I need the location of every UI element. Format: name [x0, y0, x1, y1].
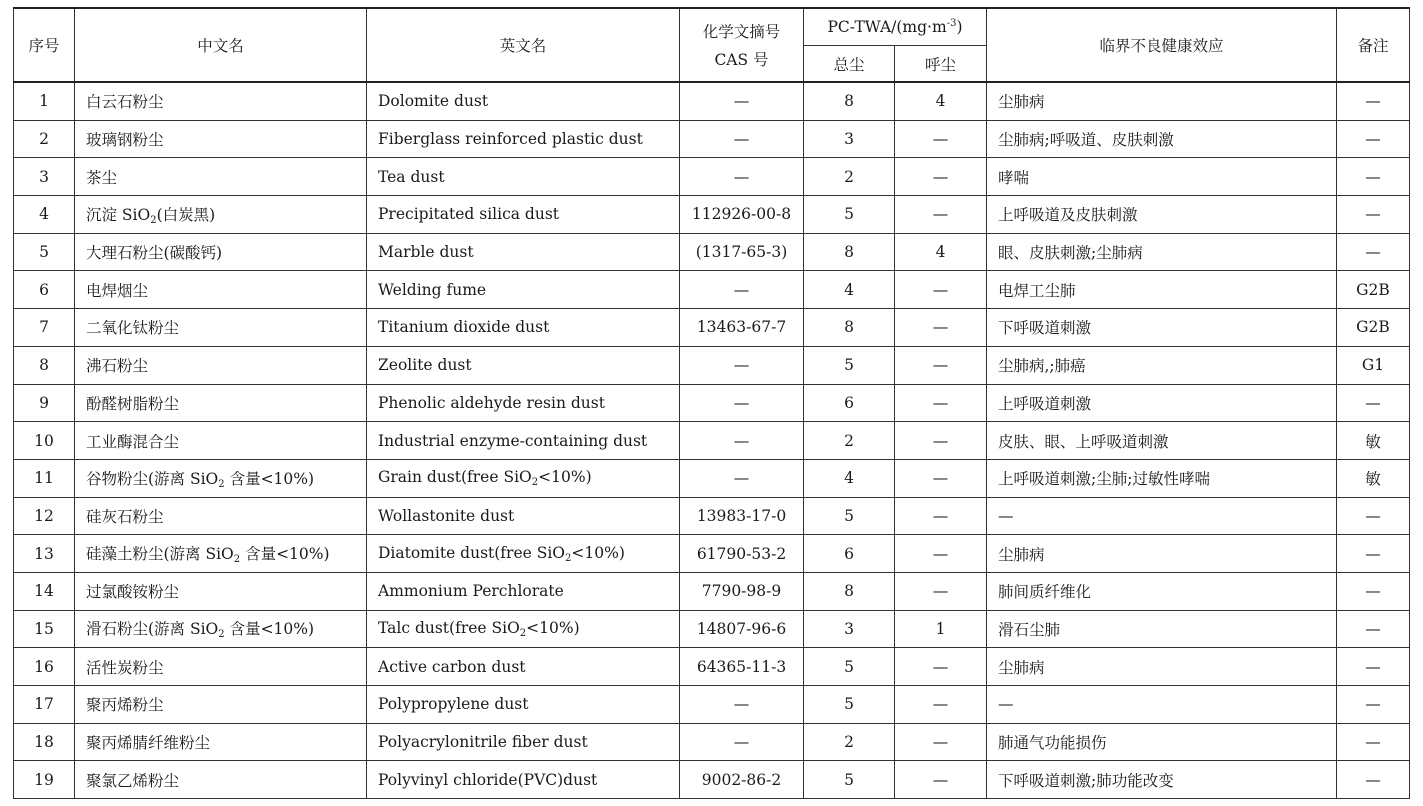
cell-english-name: Polyvinyl chloride(PVC)dust: [367, 761, 680, 799]
cell-note: G2B: [1337, 309, 1410, 347]
table-row: [14, 422, 1410, 460]
cell-english-name: Active carbon dust: [367, 648, 680, 686]
cell-total-dust: 5: [804, 196, 895, 234]
table-row: [14, 158, 1410, 196]
cell-chinese-name: 过氯酸铵粉尘: [75, 572, 367, 610]
header-pctwa: $PC-TWA/(mg\cdot m^{-3})$: [804, 8, 987, 46]
cell-seq: 18: [14, 723, 75, 761]
cell-english-name: Diatomite dust(free SiO2<10%): [367, 535, 680, 573]
table-row: [14, 610, 1410, 648]
cell-note: —: [1337, 82, 1410, 120]
table-header: [14, 8, 1410, 82]
cell-english-name: Phenolic aldehyde resin dust: [367, 384, 680, 422]
cell-cas-number: —: [680, 271, 804, 309]
cell-cas-number: —: [680, 120, 804, 158]
cell-respirable-dust: —: [895, 761, 987, 799]
cell-note: —: [1337, 384, 1410, 422]
cell-cas-number: 14807-96-6: [680, 610, 804, 648]
cell-seq: 19: [14, 761, 75, 799]
cell-chinese-name: 茶尘: [75, 158, 367, 196]
cell-respirable-dust: —: [895, 459, 987, 497]
header-cas-line1: 化学文摘号: [702, 23, 781, 41]
cell-chinese-name: 活性炭粉尘: [75, 648, 367, 686]
header-seq: 序号: [14, 8, 75, 82]
cell-respirable-dust: —: [895, 648, 987, 686]
cell-seq: 16: [14, 648, 75, 686]
cell-note: 敏: [1337, 459, 1410, 497]
cell-seq: 8: [14, 346, 75, 384]
cell-seq: 1: [14, 82, 75, 120]
cell-total-dust: 8: [804, 309, 895, 347]
cell-critical-effect: 下呼吸道刺激;肺功能改变: [987, 761, 1337, 799]
cell-critical-effect: 尘肺病: [987, 82, 1337, 120]
cell-seq: 13: [14, 535, 75, 573]
cell-note: —: [1337, 497, 1410, 535]
cell-cas-number: 9002-86-2: [680, 761, 804, 799]
table-row: [14, 535, 1410, 573]
cell-respirable-dust: —: [895, 346, 987, 384]
cell-english-name: Tea dust: [367, 158, 680, 196]
cell-chinese-name: 滑石粉尘(游离 SiO2 含量<10%): [75, 610, 367, 648]
table-row: [14, 346, 1410, 384]
cell-respirable-dust: —: [895, 120, 987, 158]
cell-critical-effect: —: [987, 686, 1337, 724]
cell-respirable-dust: 4: [895, 82, 987, 120]
cell-cas-number: 13463-67-7: [680, 309, 804, 347]
header-respirable-dust: 呼尘: [895, 46, 987, 83]
table-row: [14, 761, 1410, 799]
cell-total-dust: 4: [804, 271, 895, 309]
header-chinese-name: 中文名: [75, 8, 367, 82]
cell-respirable-dust: —: [895, 196, 987, 234]
cell-critical-effect: 眼、皮肤刺激;尘肺病: [987, 233, 1337, 271]
cell-cas-number: —: [680, 82, 804, 120]
cell-note: —: [1337, 196, 1410, 234]
cell-seq: 5: [14, 233, 75, 271]
cell-english-name: Precipitated silica dust: [367, 196, 680, 234]
table-row: [14, 723, 1410, 761]
cell-seq: 7: [14, 309, 75, 347]
cell-chinese-name: 聚丙烯腈纤维粉尘: [75, 723, 367, 761]
cell-chinese-name: 硅藻土粉尘(游离 SiO2 含量<10%): [75, 535, 367, 573]
cell-total-dust: 3: [804, 120, 895, 158]
cell-cas-number: —: [680, 459, 804, 497]
header-note: 备注: [1337, 8, 1410, 82]
cell-critical-effect: 滑石尘肺: [987, 610, 1337, 648]
cell-chinese-name: 谷物粉尘(游离 SiO2 含量<10%): [75, 459, 367, 497]
cell-respirable-dust: —: [895, 572, 987, 610]
header-cas-number: [680, 8, 804, 82]
cell-total-dust: 8: [804, 233, 895, 271]
cell-respirable-dust: —: [895, 384, 987, 422]
cell-chinese-name: 大理石粉尘(碳酸钙): [75, 233, 367, 271]
table-row: [14, 686, 1410, 724]
header-english-name: 英文名: [367, 8, 680, 82]
cell-note: G2B: [1337, 271, 1410, 309]
table-row: [14, 459, 1410, 497]
cell-note: —: [1337, 648, 1410, 686]
cell-seq: 12: [14, 497, 75, 535]
cell-seq: 2: [14, 120, 75, 158]
cell-cas-number: 7790-98-9: [680, 572, 804, 610]
cell-cas-number: 61790-53-2: [680, 535, 804, 573]
cell-note: —: [1337, 233, 1410, 271]
cell-english-name: Ammonium Perchlorate: [367, 572, 680, 610]
cell-respirable-dust: —: [895, 686, 987, 724]
cell-critical-effect: 上呼吸道刺激: [987, 384, 1337, 422]
cell-respirable-dust: —: [895, 422, 987, 460]
cell-english-name: Marble dust: [367, 233, 680, 271]
cell-critical-effect: —: [987, 497, 1337, 535]
dust-exposure-limits-table: [13, 7, 1410, 799]
table-body: [14, 82, 1410, 799]
cell-note: 敏: [1337, 422, 1410, 460]
table-row: [14, 196, 1410, 234]
cell-seq: 11: [14, 459, 75, 497]
cell-total-dust: 3: [804, 610, 895, 648]
cell-note: —: [1337, 535, 1410, 573]
cell-cas-number: —: [680, 158, 804, 196]
cell-total-dust: 6: [804, 384, 895, 422]
cell-total-dust: 5: [804, 497, 895, 535]
table-row: [14, 120, 1410, 158]
cell-seq: 10: [14, 422, 75, 460]
cell-total-dust: 2: [804, 158, 895, 196]
cell-chinese-name: 硅灰石粉尘: [75, 497, 367, 535]
cell-total-dust: 5: [804, 648, 895, 686]
cell-seq: 17: [14, 686, 75, 724]
cell-cas-number: —: [680, 384, 804, 422]
cell-seq: 9: [14, 384, 75, 422]
cell-respirable-dust: 4: [895, 233, 987, 271]
cell-total-dust: 4: [804, 459, 895, 497]
table-row: [14, 82, 1410, 120]
cell-chinese-name: 工业酶混合尘: [75, 422, 367, 460]
cell-english-name: Zeolite dust: [367, 346, 680, 384]
cell-total-dust: 5: [804, 686, 895, 724]
cell-english-name: Polyacrylonitrile fiber dust: [367, 723, 680, 761]
cell-chinese-name: 沸石粉尘: [75, 346, 367, 384]
cell-critical-effect: 电焊工尘肺: [987, 271, 1337, 309]
cell-english-name: Grain dust(free SiO2<10%): [367, 459, 680, 497]
cell-note: —: [1337, 120, 1410, 158]
cell-total-dust: 2: [804, 723, 895, 761]
cell-cas-number: 13983-17-0: [680, 497, 804, 535]
cell-critical-effect: 尘肺病: [987, 648, 1337, 686]
cell-total-dust: 8: [804, 572, 895, 610]
cell-english-name: Wollastonite dust: [367, 497, 680, 535]
cell-english-name: Polypropylene dust: [367, 686, 680, 724]
cell-total-dust: 5: [804, 761, 895, 799]
cell-chinese-name: 电焊烟尘: [75, 271, 367, 309]
table-row: [14, 648, 1410, 686]
cell-seq: 15: [14, 610, 75, 648]
cell-english-name: Fiberglass reinforced plastic dust: [367, 120, 680, 158]
cell-critical-effect: 皮肤、眼、上呼吸道刺激: [987, 422, 1337, 460]
cell-note: —: [1337, 158, 1410, 196]
cell-english-name: Industrial enzyme-containing dust: [367, 422, 680, 460]
cell-respirable-dust: —: [895, 271, 987, 309]
cell-respirable-dust: —: [895, 497, 987, 535]
table-row: [14, 572, 1410, 610]
table-row: [14, 384, 1410, 422]
cell-critical-effect: 上呼吸道及皮肤刺激: [987, 196, 1337, 234]
header-critical-effect: 临界不良健康效应: [987, 8, 1337, 82]
cell-note: G1: [1337, 346, 1410, 384]
header-total-dust: 总尘: [804, 46, 895, 83]
cell-critical-effect: 上呼吸道刺激;尘肺;过敏性哮喘: [987, 459, 1337, 497]
cell-critical-effect: 肺间质纤维化: [987, 572, 1337, 610]
table-row: [14, 233, 1410, 271]
cell-chinese-name: 聚氯乙烯粉尘: [75, 761, 367, 799]
cell-critical-effect: 尘肺病;呼吸道、皮肤刺激: [987, 120, 1337, 158]
cell-seq: 3: [14, 158, 75, 196]
cell-chinese-name: 沉淀 SiO2(白炭黑): [75, 196, 367, 234]
cell-cas-number: —: [680, 723, 804, 761]
cell-respirable-dust: —: [895, 535, 987, 573]
cell-chinese-name: 玻璃钢粉尘: [75, 120, 367, 158]
cell-respirable-dust: 1: [895, 610, 987, 648]
cell-cas-number: 112926-00-8: [680, 196, 804, 234]
table-row: [14, 309, 1410, 347]
cell-note: —: [1337, 686, 1410, 724]
header-cas-line2: CAS 号: [714, 51, 769, 69]
cell-critical-effect: 尘肺病: [987, 535, 1337, 573]
cell-note: —: [1337, 723, 1410, 761]
cell-total-dust: 6: [804, 535, 895, 573]
cell-respirable-dust: —: [895, 309, 987, 347]
cell-note: —: [1337, 761, 1410, 799]
cell-chinese-name: 白云石粉尘: [75, 82, 367, 120]
cell-total-dust: 8: [804, 82, 895, 120]
cell-respirable-dust: —: [895, 723, 987, 761]
cell-english-name: Titanium dioxide dust: [367, 309, 680, 347]
cell-total-dust: 5: [804, 346, 895, 384]
cell-critical-effect: 哮喘: [987, 158, 1337, 196]
cell-english-name: Dolomite dust: [367, 82, 680, 120]
cell-note: —: [1337, 572, 1410, 610]
cell-critical-effect: 尘肺病,;肺癌: [987, 346, 1337, 384]
cell-chinese-name: 酚醛树脂粉尘: [75, 384, 367, 422]
cell-seq: 14: [14, 572, 75, 610]
cell-english-name: Talc dust(free SiO2<10%): [367, 610, 680, 648]
cell-cas-number: (1317-65-3): [680, 233, 804, 271]
cell-critical-effect: 下呼吸道刺激: [987, 309, 1337, 347]
cell-chinese-name: 聚丙烯粉尘: [75, 686, 367, 724]
cell-respirable-dust: —: [895, 158, 987, 196]
table-row: [14, 497, 1410, 535]
cell-cas-number: 64365-11-3: [680, 648, 804, 686]
cell-cas-number: —: [680, 686, 804, 724]
cell-cas-number: —: [680, 346, 804, 384]
table-row: [14, 271, 1410, 309]
cell-english-name: Welding fume: [367, 271, 680, 309]
cell-note: —: [1337, 610, 1410, 648]
cell-seq: 6: [14, 271, 75, 309]
cell-total-dust: 2: [804, 422, 895, 460]
cell-seq: 4: [14, 196, 75, 234]
cell-chinese-name: 二氧化钛粉尘: [75, 309, 367, 347]
cell-cas-number: —: [680, 422, 804, 460]
cell-critical-effect: 肺通气功能损伤: [987, 723, 1337, 761]
